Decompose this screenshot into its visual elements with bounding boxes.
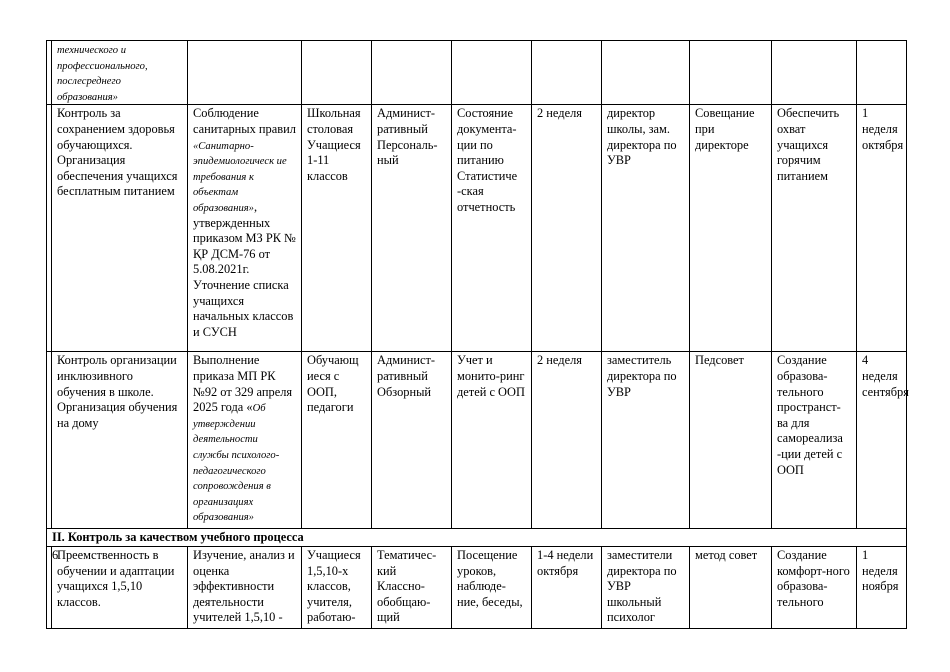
content-text: Соблюдение санитарных правил <box>193 106 296 136</box>
table-cell-responsible: заместитель директора по УВР <box>602 352 690 529</box>
table-cell <box>532 41 602 105</box>
table-cell-type: Админист-ративный Персональ-ный <box>372 105 452 352</box>
table-cell-result: Создание комфорт-ного образова-тельного <box>772 546 857 628</box>
table-cell-date: 4 неделя сентября <box>857 352 907 529</box>
table-cell-content: Изучение, анализ и оценка эффективности деятельности учителей 1,5,10 - <box>188 546 302 628</box>
table-row <box>47 41 907 105</box>
table-cell-content <box>188 352 302 529</box>
table-cell <box>188 41 302 105</box>
table-row <box>47 352 907 529</box>
table-cell <box>602 41 690 105</box>
table-cell-review-place: Совещание при директоре <box>690 105 772 352</box>
table-cell-content <box>188 105 302 352</box>
table-cell-responsible: заместители директора по УВР школьный психолог <box>602 546 690 628</box>
table-cell-result: Создание образова-тельного пространст-ва для самореализа -ции детей с ООП <box>772 352 857 529</box>
table-cell <box>857 41 907 105</box>
table-cell-date: 1 неделя ноября <box>857 546 907 628</box>
table-cell <box>772 41 857 105</box>
table-cell <box>690 41 772 105</box>
table-cell-type: Тематичес-кий Классно-обобщаю-щий <box>372 546 452 628</box>
table-cell-object: Обучающ иеся с ООП, педагоги <box>302 352 372 529</box>
table-cell-topic <box>52 41 188 105</box>
table-cell-review-place: Педсовет <box>690 352 772 529</box>
table-cell-deadline: 2 неделя <box>532 105 602 352</box>
table-cell-topic: Контроль организации инклюзивного обучения в школе. Организация обучения на дому <box>52 352 188 529</box>
table-cell <box>302 41 372 105</box>
section-row <box>47 529 907 547</box>
table-cell-object: Школьная столовая Учащиеся 1-11 классов <box>302 105 372 352</box>
table-cell-method: Посещение уроков, наблюде-ние, беседы, <box>452 546 532 628</box>
table-row <box>47 546 907 628</box>
table-cell <box>372 41 452 105</box>
table-row <box>47 105 907 352</box>
table-cell-result: Обеспечить охват учащихся горячим питанием <box>772 105 857 352</box>
table-cell-method: Состояние документа-ции по питанию Статистиче -ская отчетность <box>452 105 532 352</box>
section-heading: II. Контроль за качеством учебного процесса <box>47 529 907 547</box>
content-text: Выполнение приказа МП РК №92 от 329 апреля 2025 года « <box>193 353 293 415</box>
table-cell-review-place: метод совет <box>690 546 772 628</box>
table-cell-date: 1 неделя октября <box>857 105 907 352</box>
table-cell-number: 6 <box>47 546 52 628</box>
table-cell-object: Учащиеся 1,5,10-х классов, учителя, работаю- <box>302 546 372 628</box>
control-plan-table <box>46 40 907 629</box>
topic-italic-text: технического и профессионального, послесреднего образования» <box>57 45 148 103</box>
table-cell-topic: Контроль за сохранением здоровья обучающихся. Организация обеспечения учащихся бесплатным питанием <box>52 105 188 352</box>
content-text: , утвержденных приказом МЗ РК № ҚР ДСМ-76 от 5.08.2021г. Уточнение списка учащихся начальных классов и СУСН <box>193 199 296 339</box>
table-cell-deadline: 2 неделя <box>532 352 602 529</box>
content-italic-text: Об утверждении деятельности службы психолого-педагогического сопровождения в организациях образования» <box>193 403 280 524</box>
table-cell-method: Учет и монито-ринг детей с ООП <box>452 352 532 529</box>
table-cell-type: Админист-ративный Обзорный <box>372 352 452 529</box>
table-cell-topic: Преемственность в обучении и адаптации учащихся 1,5,10 классов. <box>52 546 188 628</box>
table-cell-deadline: 1-4 недели октября <box>532 546 602 628</box>
table-cell <box>452 41 532 105</box>
table-cell-responsible: директор школы, зам. директора по УВР <box>602 105 690 352</box>
content-italic-text: «Санитарно-эпидемиологическ ие требования к объектам образования» <box>193 140 287 214</box>
